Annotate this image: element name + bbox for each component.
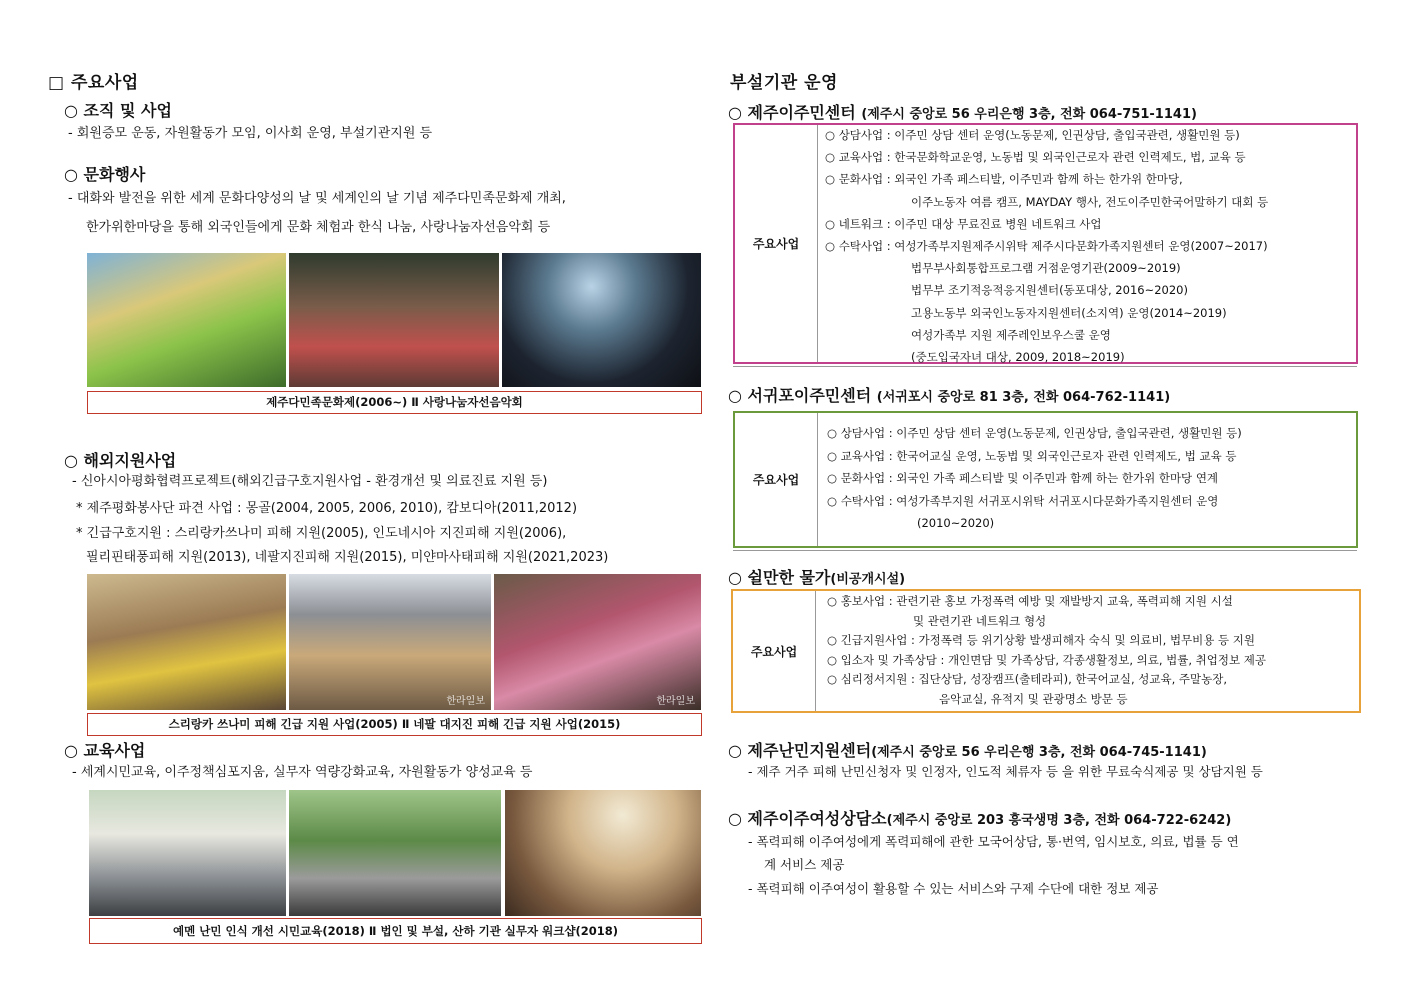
- shelter-label: 주요사업: [733, 591, 816, 711]
- jeju-center-name: ○ 제주이주민센터: [728, 103, 856, 122]
- overseas-text-4: 필리핀태풍피해 지원(2013), 네팔지진피해 지원(2015), 미얀마사태피해 지원(2021,2023): [86, 550, 609, 565]
- concert-photo: [502, 253, 701, 387]
- shelter-item: ○ 심리정서지원 : 집단상담, 성장캠프(출테라피), 한국어교실, 성교육, 주말농장,: [827, 672, 1228, 686]
- culture-text-2: 한가위한마당을 통해 외국인들에게 문화 체험과 한식 나눔, 사랑나눔자선음악회 등: [86, 220, 551, 235]
- seogwipo-center-item: (2010~2020): [917, 516, 995, 530]
- seogwipo-center-heading: [728, 383, 1170, 406]
- women-center-text-1: - 폭력피해 이주여성에게 폭력피해에 관한 모국어상담, 통·번역, 임시보호, 의료, 법률 등 연: [748, 834, 1239, 849]
- org-text: - 회원증모 운동, 자원활동가 모임, 이사회 운영, 부설기관지원 등: [68, 126, 433, 141]
- jeju-center-item: 법무부사회통합프로그램 거점운영기관(2009~2019): [911, 261, 1181, 276]
- main-section-title: □ 주요사업: [48, 73, 139, 93]
- jeju-center-item: 여성가족부 지원 제주레인보우스쿨 운영: [911, 327, 1111, 342]
- newspaper-watermark: 한라일보: [446, 696, 485, 707]
- jeju-center-label: 주요사업: [735, 125, 818, 362]
- refugee-center-text: - 제주 거주 피해 난민신청자 및 인정자, 인도적 체류자 등 을 위한 무료숙식제공 및 상담지원 등: [748, 764, 1263, 779]
- seogwipo-center-item: ○ 상담사업 : 이주민 상담 센터 운영(노동문제, 인권상담, 출입국관련, 생활민원 등): [827, 426, 1242, 440]
- jeju-center-item: ○ 상담사업 : 이주민 상담 센터 운영(노동문제, 인권상담, 출입국관련, 생활민원 등): [825, 128, 1240, 142]
- women-center-heading: [728, 806, 1231, 829]
- jeju-center-item: ○ 수탁사업 : 여성가족부지원제주시위탁 제주시다문화가족지원센터 운영(2007~2017): [825, 239, 1268, 254]
- education-text: - 세계시민교육, 이주정책심포지움, 실무자 역량강화교육, 자원활동가 양성교육 등: [72, 765, 533, 780]
- sri-lanka-photo: [87, 574, 286, 710]
- jeju-center-item: 이주노동자 여름 캠프, MAYDAY 행사, 전도이주민한국어말하기 대회 등: [911, 194, 1269, 209]
- newspaper-watermark: 한라일보: [656, 696, 695, 707]
- seogwipo-center-label: 주요사업: [735, 413, 818, 546]
- right-section-title: 부설기관 운영: [730, 73, 838, 93]
- education-heading: ○ 교육사업: [64, 741, 146, 760]
- shelter-item: 음악교실, 유적지 및 관광명소 방문 등: [939, 691, 1128, 706]
- workshop-photo: [505, 790, 701, 916]
- overseas-text-1: - 신아시아평화협력프로젝트(해외긴급구호지원사업 - 환경개선 및 의료진료 지원 등): [72, 474, 548, 489]
- education-photo-1: [89, 790, 286, 916]
- shelter-item: ○ 입소자 및 가족상담 : 개인면담 및 가족상담, 각종생활정보, 의료, 법률, 취업정보 제공: [827, 652, 1266, 667]
- shelter-note: (비공개시설): [830, 572, 906, 587]
- refugee-center-heading: [728, 738, 1207, 761]
- women-center-text-3: - 폭력피해 이주여성이 활용할 수 있는 서비스와 구제 수단에 대한 정보 제공: [748, 881, 1159, 896]
- shelter-heading: [728, 565, 905, 588]
- nepal-photo-1: [289, 574, 491, 710]
- jeju-center-item: ○ 문화사업 : 외국인 가족 페스티발, 이주민과 함께 하는 한가위 한마당,: [825, 172, 1183, 187]
- education-photo-caption: 예멘 난민 인식 개선 시민교육(2018) Ⅱ 법인 및 부설, 산하 기관 실무자 워크샵(2018): [89, 918, 702, 944]
- jeju-center-item: ○ 네트워크 : 이주민 대상 무료진료 병원 네트워크 사업: [825, 216, 1102, 231]
- women-center-name: ○ 제주이주여성상담소: [728, 809, 887, 828]
- seogwipo-center-list: [827, 422, 1350, 535]
- shelter-item: ○ 홍보사업 : 관련기관 홍보 가정폭력 예방 및 재발방지 교육, 폭력피해 지원 시설: [827, 594, 1233, 608]
- jeju-center-box: [733, 123, 1358, 364]
- nepal-photo-2: [494, 574, 701, 710]
- women-center-address: (제주시 중앙로 203 흥국생명 3층, 전화 064-722-6242): [886, 813, 1232, 828]
- shelter-item: 및 관련기관 네트워크 형성: [913, 613, 1047, 628]
- seogwipo-center-item: ○ 교육사업 : 한국어교실 운영, 노동법 및 외국인근로자 관련 인력제도, 법 교육 등: [827, 448, 1237, 463]
- seogwipo-center-item: ○ 문화사업 : 외국인 가족 페스티발 및 이주민과 함께 하는 한가위 한마당 연계: [827, 471, 1219, 485]
- org-heading: ○ 조직 및 사업: [64, 101, 172, 120]
- culture-text-1: - 대화와 발전을 위한 세계 문화다양성의 날 및 세계인의 날 기념 제주다민족문화제 개최,: [68, 191, 566, 206]
- overseas-photo-caption: 스리랑카 쓰나미 피해 긴급 지원 사업(2005) Ⅱ 네팔 대지진 피해 긴급 지원 사업(2015): [87, 713, 702, 736]
- jeju-center-heading: [728, 100, 1197, 123]
- divider: [733, 550, 1357, 551]
- shelter-box: [731, 589, 1361, 713]
- women-center-text-2: 계 서비스 제공: [764, 857, 845, 872]
- overseas-heading: ○ 해외지원사업: [64, 451, 177, 470]
- culture-heading: ○ 문화행사: [64, 165, 146, 184]
- jeju-center-item: 법무부 조기적응적응지원센터(동포대상, 2016~2020): [911, 283, 1188, 298]
- divider: [733, 366, 1357, 367]
- overseas-text-2: * 제주평화봉사단 파견 사업 : 몽골(2004, 2005, 2006, 2010), 캄보디아(2011,2012): [76, 501, 578, 516]
- seogwipo-center-name: ○ 서귀포이주민센터: [728, 386, 872, 405]
- festival-photo-2: [289, 253, 499, 387]
- festival-photo-1: [87, 253, 286, 387]
- seogwipo-center-item: ○ 수탁사업 : 여성가족부지원 서귀포시위탁 서귀포시다문화가족지원센터 운영: [827, 493, 1219, 508]
- culture-photo-caption: 제주다민족문화제(2006~) Ⅱ 사랑나눔자선음악회: [87, 391, 702, 414]
- shelter-item: ○ 긴급지원사업 : 가정폭력 등 위기상황 발생피해자 숙식 및 의료비, 법무비용 등 지원: [827, 633, 1256, 647]
- overseas-text-3: * 긴급구호지원 : 스리랑카쓰나미 피해 지원(2005), 인도네시아 지진피해 지원(2006),: [76, 526, 567, 541]
- refugee-center-name: ○ 제주난민지원센터: [728, 741, 872, 760]
- jeju-center-item: (중도입국자녀 대상, 2009, 2018~2019): [911, 350, 1125, 365]
- refugee-center-address: (제주시 중앙로 56 우리은행 3층, 전화 064-745-1141): [871, 745, 1207, 760]
- education-photo-2: [289, 790, 501, 916]
- shelter-list: [827, 592, 1353, 709]
- jeju-center-item: ○ 교육사업 : 한국문화학교운영, 노동법 및 외국인근로자 관련 인력제도, 법, 교육 등: [825, 150, 1246, 165]
- jeju-center-address: (제주시 중앙로 56 우리은행 3층, 전화 064-751-1141): [861, 107, 1197, 122]
- seogwipo-center-box: [733, 411, 1358, 548]
- jeju-center-item: 고용노동부 외국인노동자지원센터(소지역) 운영(2014~2019): [911, 305, 1227, 320]
- jeju-center-list: [825, 124, 1350, 368]
- seogwipo-center-address: (서귀포시 중앙로 81 3층, 전화 064-762-1141): [876, 390, 1171, 405]
- shelter-name: ○ 쉴만한 물가: [728, 568, 831, 587]
